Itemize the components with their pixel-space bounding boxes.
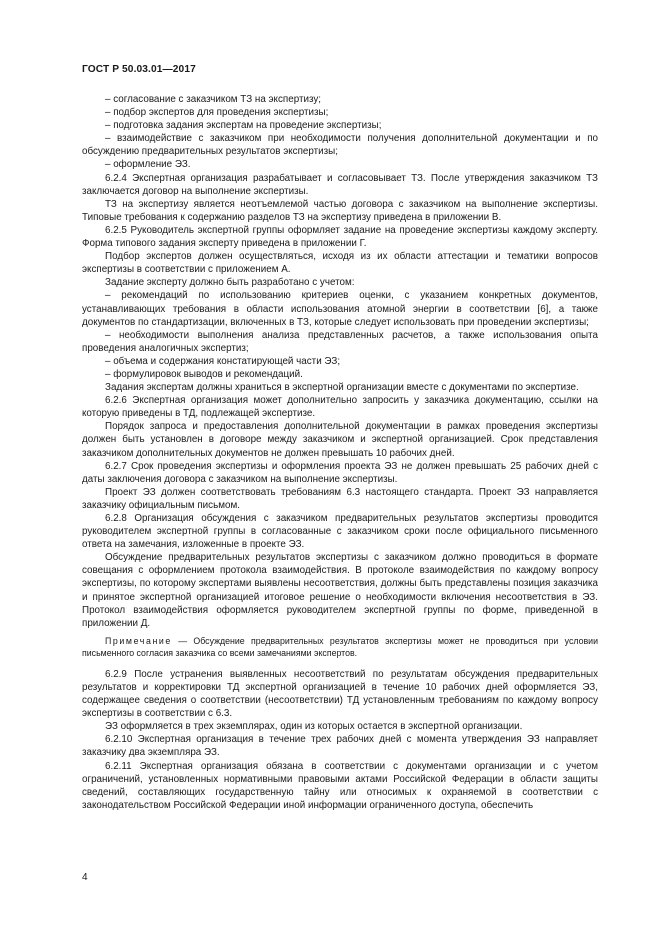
paragraph: 6.2.7 Срок проведения экспертизы и оформления проекта ЭЗ не должен превышать 25 рабочих дней с даты заключения договора с заказчиком на выполнение экспертизы.: [82, 460, 598, 485]
paragraph: Подбор экспертов должен осуществляться, исходя из их области аттестации и тематики вопросов экспертизы в соответствии с приложением А.: [82, 251, 598, 276]
paragraph: – формулировок выводов и рекомендаций.: [105, 368, 303, 380]
page-number: 4: [82, 872, 88, 883]
paragraph: – оформление ЭЗ.: [105, 159, 191, 171]
paragraph: 6.2.9 После устранения выявленных несоответствий по результатам обсуждения предварительных результатов и корректировки ТД экспертной организацией в течение 10 рабочих дней оформляется ЭЗ, содержащее сведения о соответствии (несоответствии) ТД установленным требованиям по каждому вопросу экспертизы в соответствии с 6.3.: [82, 668, 598, 720]
paragraph: – необходимости выполнения анализа представленных расчетов, а также использования опыта проведения аналогичных экспертиз;: [82, 329, 598, 354]
paragraph: – взаимодействие с заказчиком при необходимости получения дополнительной документации и по обсуждению предварительных результатов экспертизы;: [82, 133, 598, 158]
paragraph: 6.2.5 Руководитель экспертной группы оформляет задание на проведение экспертизы каждому эксперту. Форма типового задания эксперту приведена в приложении Г.: [82, 224, 598, 250]
paragraph: 6.2.8 Организация обсуждения с заказчиком предварительных результатов экспертизы проводится руководителем экспертной группы в согласованные с заказчиком сроки после официального письменного ответа на замечания, изложенные в проекте ЭЗ.: [82, 513, 598, 551]
paragraph: 6.2.10 Экспертная организация в течение трех рабочих дней с момента утверждения ЭЗ направляет заказчику два экземпляра ЭЗ.: [82, 734, 598, 759]
paragraph: Порядок запроса и предоставления дополнительной документации в рамках проведения экспертизы должен быть установлен в договоре между заказчиком и экспертной организацией. Срок представления заказчиком дополнительных документов не должен превышать 10 рабочих дней.: [82, 421, 598, 459]
paragraph: – рекомендаций по использованию критериев оценки, с указанием конкретных документов, устанавливающих требования в области использования атомной энергии в соответствии [6], а также документов по стандартизации, включенных в ТЗ, которые следует использовать при проведении экспертизы;: [82, 290, 598, 328]
paragraph: Задания экспертам должны храниться в экспертной организации вместе с документами по экспертизе.: [105, 382, 579, 394]
note: [82, 635, 598, 659]
paragraph: Проект ЭЗ должен соответствовать требованиям 6.3 настоящего стандарта. Проект ЭЗ направляется заказчику официальным письмом.: [82, 486, 598, 511]
paragraph: – согласование с заказчиком ТЗ на экспертизу;: [105, 94, 322, 105]
paragraph: 6.2.11 Экспертная организация обязана в соответствии с документами организации и с учетом ограничений, установленных нормативными правовыми актами Российской Федерации в области защиты сведений, составляющих государственную тайну или относимых к охраняемой в соответствии с законодательством Российской Федерации иной информации ограниченного доступа, обеспечить: [82, 760, 598, 811]
note-text: — Обсуждение предварительных результатов экспертизы может не проводиться при условии письменного согласия заказчика со всеми замечаниями экспертов.: [82, 635, 598, 658]
note-label: Примечание: [105, 635, 172, 646]
paragraph: – подготовка задания экспертам на проведение экспертизы;: [105, 120, 382, 132]
paragraph: Задание эксперту должно быть разработано с учетом:: [105, 277, 355, 289]
paragraph: Обсуждение предварительных результатов экспертизы с заказчиком должно проводиться в формате совещания с оформлением протокола взаимодействия. В протоколе взаимодействия по каждому вопросу экспертизы, по которому экспертами выявлены несоответствия, должны быть представлены позиция заказчика и принятое экспертной организацией итоговое решение о необходимости включения несоответствия в ЭЗ. Протокол взаимодействия оформляется руководителем экспертной группы по форме, приведенной в приложении Д.: [82, 552, 598, 629]
document-header: ГОСТ Р 50.03.01—2017: [82, 64, 196, 75]
paragraph: – объема и содержания констатирующей части ЭЗ;: [105, 355, 341, 367]
paragraph: 6.2.4 Экспертная организация разрабатывает и согласовывает ТЗ. После утверждения заказчиком ТЗ заключается договор на выполнение экспертизы.: [82, 172, 598, 197]
paragraph: ТЗ на экспертизу является неотъемлемой частью договора с заказчиком на выполнение экспертизы. Типовые требования к содержанию разделов ТЗ на экспертизу приведена в приложении В.: [82, 198, 598, 223]
paragraph: ЭЗ оформляется в трех экземплярах, один из которых остается в экспертной организации.: [105, 721, 523, 733]
paragraph: 6.2.6 Экспертная организация может дополнительно запросить у заказчика документацию, ссылки на которую приведены в ТД, подлежащей экспертизе.: [82, 395, 598, 420]
paragraph: – подбор экспертов для проведения экспертизы;: [105, 107, 329, 119]
document-body: [82, 93, 598, 812]
